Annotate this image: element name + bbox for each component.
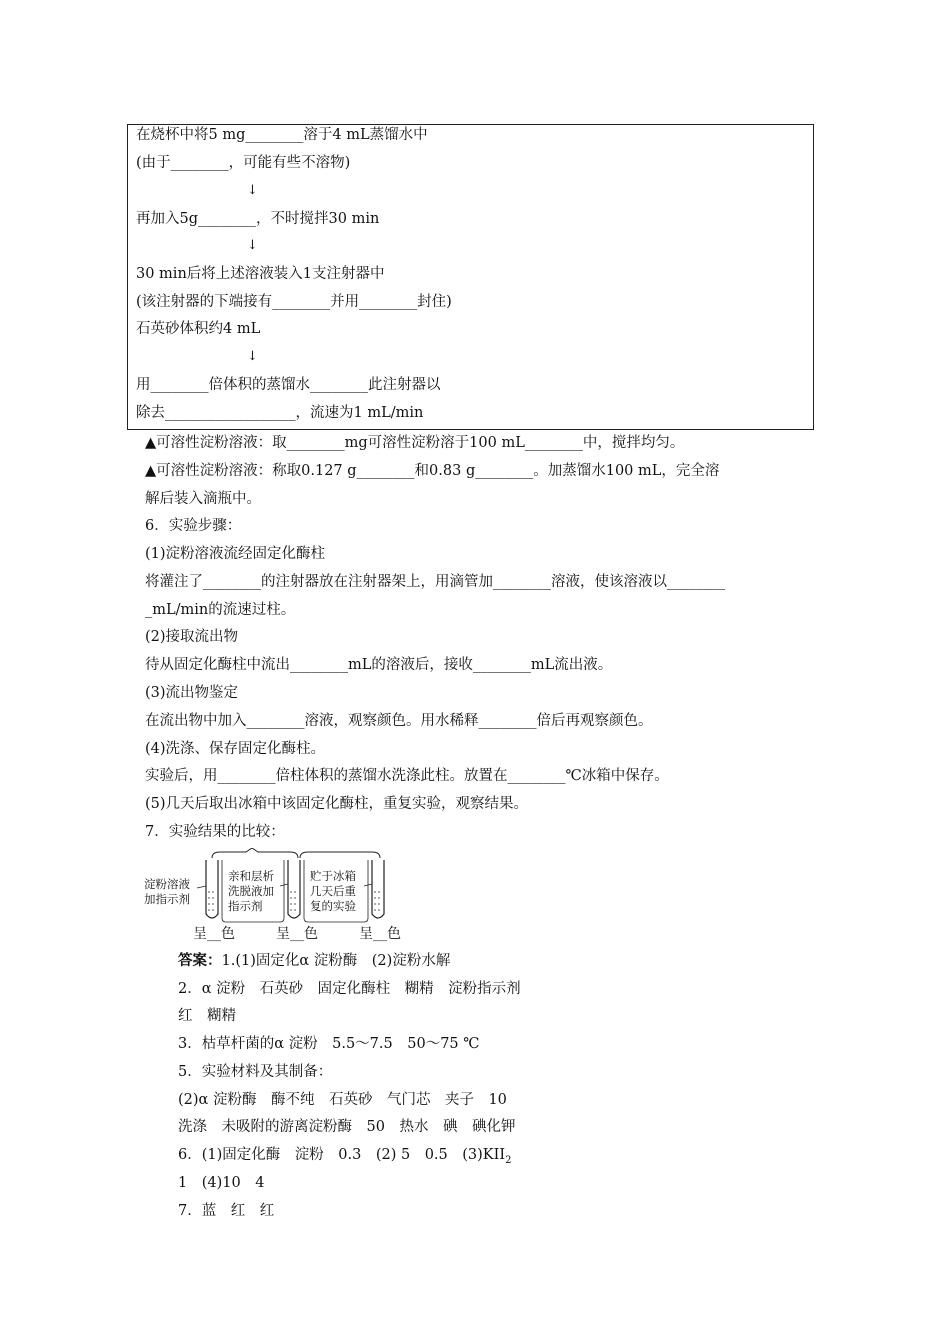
answer-line-7: 洗涤 未吸附的游离淀粉酶 50 热水 碘 碘化钾 (178, 1119, 516, 1135)
tube-caption-2: 呈__色 (276, 926, 318, 942)
answer-line-8 (178, 1145, 511, 1171)
answer-line-8-text: 6．(1)固定化酶 淀粉 0.3 (2) 5 0.5 (3)KII (178, 1147, 506, 1163)
diagram-label-3a: 贮于冰箱 (310, 869, 356, 883)
body-line-5: (1)淀粉溶液流经固定化酶柱 (145, 546, 326, 562)
body-line-15: 7．实验结果的比较： (145, 824, 285, 840)
answer-line-2: 2．α 淀粉 石英砂 固定化酶柱 糊精 淀粉指示剂 (178, 981, 521, 997)
flow-line-4: 30 min后将上述溶液装入1支注射器中 (136, 266, 385, 282)
test-tube-1 (197, 860, 218, 918)
diagram-label-2a: 亲和层析 (228, 869, 274, 883)
body-line-1: ▲可溶性淀粉溶液：取________mg可溶性淀粉溶于100 mL________中，搅拌均匀。 (145, 435, 685, 451)
body-line-13: 实验后，用________倍柱体积的蒸馏水洗涤此柱。放置在________℃冰箱中保存。 (145, 768, 669, 784)
body-line-3: 解后装入滴瓶中。 (145, 491, 261, 507)
flow-line-5: (该注射器的下端接有________并用________封住) (136, 294, 452, 310)
diagram-label-3b: 几天后重 (310, 884, 356, 898)
diagram-label-1a: 淀粉溶液 (144, 877, 190, 891)
flow-arrow-3: ↓ (247, 349, 258, 364)
answer-line-1 (178, 951, 450, 971)
answer-line-1-text: 1.(1)固定化α 淀粉酶 (2)淀粉水解 (221, 953, 451, 969)
body-line-2: ▲可溶性淀粉溶液：称取0.127 g________和0.83 g________。加蒸馏水100 mL，完全溶 (145, 463, 720, 479)
diagram-label-3c: 复的实验 (310, 899, 356, 913)
flow-line-8: 除去__________________，流速为1 mL/min (136, 405, 424, 421)
diagram-label-2c: 指示剂 (228, 899, 263, 913)
body-line-4: 6．实验步骤： (145, 518, 242, 534)
answer-line-10: 7．蓝 红 红 (178, 1203, 275, 1219)
diagram-label-1b: 加指示剂 (144, 892, 190, 906)
answer-subscript: 2 (505, 1154, 512, 1166)
flow-line-1: 在烧杯中将5 mg________溶于4 mL蒸馏水中 (136, 127, 428, 143)
body-line-7: _mL/min的流速过柱。 (145, 602, 296, 618)
body-line-10: (3)流出物鉴定 (145, 685, 239, 701)
flow-line-3: 再加入5g________，不时搅拌30 min (136, 211, 380, 227)
right-bracket (300, 852, 380, 858)
answer-line-6: (2)α 淀粉酶 酶不纯 石英砂 气门芯 夹子 10 (178, 1092, 507, 1108)
body-line-12: (4)洗涤、保存固定化酶柱。 (145, 741, 326, 757)
flow-line-2: (由于________，可能有些不溶物) (136, 155, 351, 171)
answer-line-5: 5．实验材料及其制备： (178, 1064, 333, 1080)
answer-line-9: 1 (4)10 4 (178, 1175, 265, 1191)
answer-line-3: 红 糊精 (178, 1008, 236, 1024)
answer-title: 答案： (178, 952, 222, 969)
body-line-6: 将灌注了________的注射器放在注射器架上，用滴管加________溶液，使该溶液以________ (145, 574, 725, 590)
answer-line-4: 3．枯草杆菌的α 淀粉 5.5～7.5 50～75 ℃ (178, 1036, 480, 1052)
tube-caption-3: 呈__色 (359, 926, 401, 942)
top-bracket (212, 848, 298, 858)
diagram-label-2b: 洗脱液加 (228, 884, 274, 898)
body-line-9: 待从固定化酶柱中流出________mL的溶液后，接收________mL流出液。 (145, 657, 613, 673)
flow-line-6: 石英砂体积约4 mL (136, 321, 261, 337)
body-line-8: (2)接取流出物 (145, 629, 239, 645)
flow-arrow-2: ↓ (247, 238, 258, 253)
tube-caption-1: 呈__色 (193, 926, 235, 942)
body-line-14: (5)几天后取出冰箱中该固定化酶柱，重复实验，观察结果。 (145, 796, 529, 812)
flow-line-7: 用________倍体积的蒸馏水________此注射器以 (136, 377, 441, 393)
body-line-11: 在流出物中加入________溶液，观察颜色。用水稀释________倍后再观察颜色。 (145, 713, 653, 729)
flow-arrow-1: ↓ (247, 183, 258, 198)
